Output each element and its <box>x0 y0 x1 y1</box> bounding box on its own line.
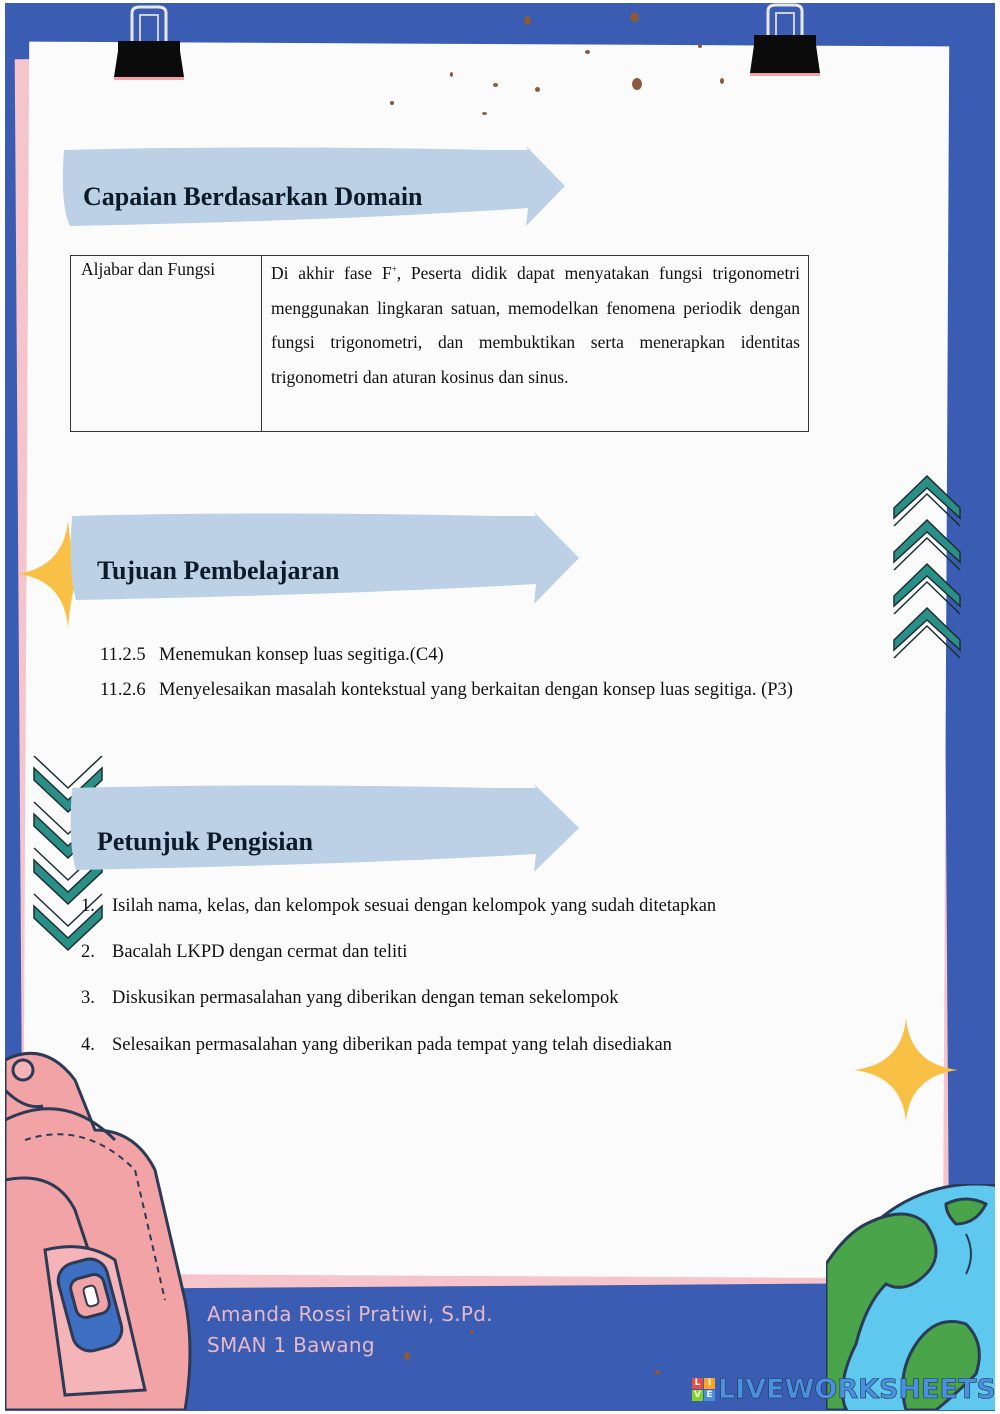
paint-speck <box>632 78 642 90</box>
objective-item: 11.2.6 Menyelesaikan masalah kontekstual yang berkaitan dengan konsep luas segitiga. (P3) <box>100 680 793 700</box>
paint-speck <box>535 87 540 92</box>
domain-table <box>70 255 809 432</box>
domain-description: Di akhir fase F+, Peserta didik dapat menyatakan fungsi trigonometri menggunakan lingkaran satuan, memodelkan fenomena periodik dengan fungsi trigonometri, dan membuktikan serta menerapkan identitas trigonometri dan aturan kosinus dan sinus. <box>271 263 800 388</box>
instruction-item: 1. Isilah nama, kelas, dan kelompok sesuai dengan kelompok yang sudah ditetapkan <box>81 896 717 916</box>
yellow-sparkle-right-icon <box>854 1018 958 1122</box>
paint-speck <box>720 78 724 84</box>
section-title-capaian: Capaian Berdasarkan Domain <box>83 182 423 211</box>
liveworksheets-watermark <box>692 1374 996 1405</box>
instruction-item: 2. Bacalah LKPD dengan cermat dan teliti <box>81 942 408 962</box>
instruction-item: 3. Diskusikan permasalahan yang diberikan dengan teman sekelompok <box>81 988 619 1008</box>
section-title-tujuan: Tujuan Pembelajaran <box>97 556 340 585</box>
table-divider <box>261 256 262 431</box>
paint-speck <box>450 72 453 77</box>
footer-school: SMAN 1 Bawang <box>207 1333 375 1357</box>
paint-speck <box>524 16 531 25</box>
paint-speck <box>585 50 590 54</box>
objective-item: 11.2.5 Menemukan konsep luas segitiga.(C4) <box>100 645 444 665</box>
paint-speck <box>655 1370 660 1375</box>
footer-author: Amanda Rossi Pratiwi, S.Pd. <box>207 1302 493 1326</box>
liveworksheets-logo-icon: L I V E <box>692 1378 715 1401</box>
backpack-illustration-icon <box>5 1050 205 1410</box>
section-title-petunjuk: Petunjuk Pengisian <box>97 827 313 856</box>
paint-speck <box>698 44 702 48</box>
paint-speck <box>404 1352 410 1360</box>
teal-chevrons-up-icon <box>890 472 964 672</box>
paint-speck <box>470 1330 474 1334</box>
instruction-item: 4. Selesaikan permasalahan yang diberikan pada tempat yang telah disediakan <box>81 1035 672 1055</box>
domain-cell: Aljabar dan Fungsi <box>81 259 216 279</box>
binder-clip-left-icon <box>112 5 186 81</box>
paint-speck <box>482 112 487 115</box>
binder-clip-right-icon <box>748 3 822 79</box>
liveworksheets-wordmark: LIVEWORKSHEETS <box>718 1374 996 1405</box>
paint-speck <box>493 83 498 87</box>
paint-speck <box>630 12 639 22</box>
paint-speck <box>390 101 394 105</box>
